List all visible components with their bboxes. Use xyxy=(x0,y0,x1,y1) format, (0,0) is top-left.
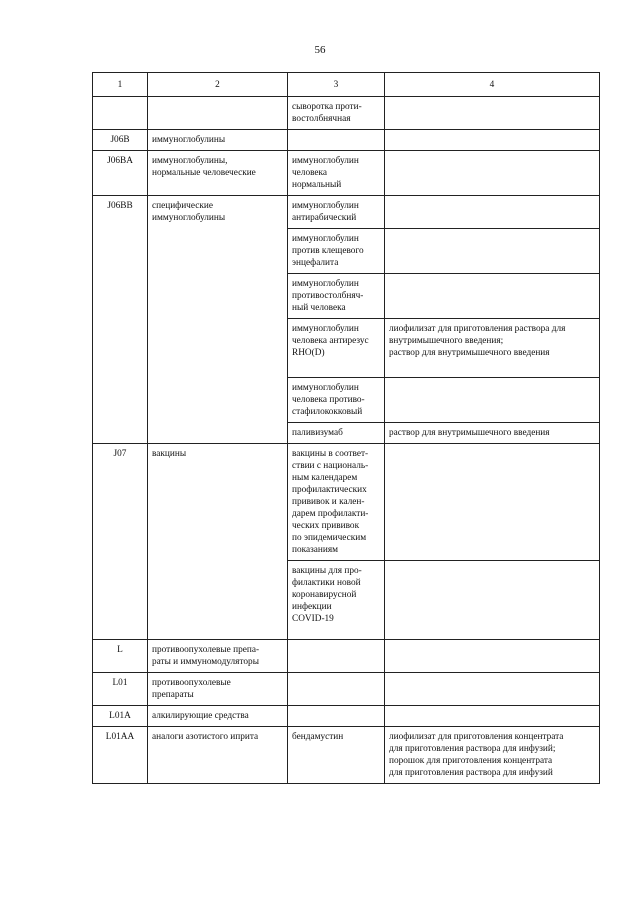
dosage-form-cell xyxy=(385,640,600,673)
header-cell: 1 xyxy=(93,73,148,97)
group-cell: противоопухолевые препараты xyxy=(148,673,288,706)
drug-cell: иммуноглобулин человека антирезус RHO(D) xyxy=(288,319,385,378)
drug-cell xyxy=(288,640,385,673)
table-row xyxy=(93,640,600,673)
atc-code-cell: J07 xyxy=(93,444,148,640)
drug-list-table xyxy=(92,72,600,784)
header-cell: 3 xyxy=(288,73,385,97)
atc-code-cell: L01AA xyxy=(93,727,148,784)
table-row xyxy=(93,196,600,229)
drug-cell xyxy=(288,130,385,151)
table-row xyxy=(93,706,600,727)
dosage-form-cell xyxy=(385,229,600,274)
dosage-form-cell xyxy=(385,378,600,423)
drug-cell xyxy=(288,706,385,727)
group-cell: аналоги азотистого иприта xyxy=(148,727,288,784)
dosage-form-cell xyxy=(385,561,600,640)
atc-code-cell: L01A xyxy=(93,706,148,727)
group-cell: иммуноглобулины, нормальные человеческие xyxy=(148,151,288,196)
table-row xyxy=(93,130,600,151)
header-cell: 4 xyxy=(385,73,600,97)
dosage-form-cell xyxy=(385,274,600,319)
table-row xyxy=(93,673,600,706)
atc-code-cell: J06BA xyxy=(93,151,148,196)
dosage-form-cell: раствор для внутримышечного введения xyxy=(385,423,600,444)
atc-code-cell: L01 xyxy=(93,673,148,706)
atc-code-cell xyxy=(93,97,148,130)
group-cell: алкилирующие средства xyxy=(148,706,288,727)
group-cell: вакцины xyxy=(148,444,288,640)
table-row xyxy=(93,97,600,130)
dosage-form-cell: лиофилизат для приготовления раствора для внутримышечного введения; раствор для внутримышечного введения xyxy=(385,319,600,378)
dosage-form-cell xyxy=(385,196,600,229)
drug-cell: иммуноглобулин противостолбняч- ный человека xyxy=(288,274,385,319)
group-cell: иммуноглобулины xyxy=(148,130,288,151)
drug-cell: иммуноглобулин антирабический xyxy=(288,196,385,229)
drug-cell: бендамустин xyxy=(288,727,385,784)
atc-code-cell: J06BB xyxy=(93,196,148,444)
drug-cell: паливизумаб xyxy=(288,423,385,444)
drug-cell xyxy=(288,673,385,706)
dosage-form-cell xyxy=(385,706,600,727)
dosage-form-cell: лиофилизат для приготовления концентрата для приготовления раствора для инфузий; порошок для приготовления концентрата для приготовления раствора для инфузий xyxy=(385,727,600,784)
atc-code-cell: J06B xyxy=(93,130,148,151)
drug-cell: иммуноглобулин человека противо- стафилококковый xyxy=(288,378,385,423)
group-cell xyxy=(148,97,288,130)
group-cell: противоопухолевые препа- раты и иммуномодуляторы xyxy=(148,640,288,673)
drug-cell: иммуноглобулин человека нормальный xyxy=(288,151,385,196)
atc-code-cell: L xyxy=(93,640,148,673)
group-cell: специфические иммуноглобулины xyxy=(148,196,288,444)
dosage-form-cell xyxy=(385,673,600,706)
table-header-row xyxy=(93,73,600,97)
drug-cell: вакцины в соответ- ствии с националь- ным календарем профилактических прививок и кален- дарем профилакти- ческих прививок по эпидемическим показаниям xyxy=(288,444,385,561)
table-row xyxy=(93,444,600,561)
dosage-form-cell xyxy=(385,130,600,151)
table-row xyxy=(93,727,600,784)
dosage-form-cell xyxy=(385,444,600,561)
dosage-form-cell xyxy=(385,97,600,130)
page-number: 56 xyxy=(314,44,326,56)
drug-cell: иммуноглобулин против клещевого энцефалита xyxy=(288,229,385,274)
dosage-form-cell xyxy=(385,151,600,196)
header-cell: 2 xyxy=(148,73,288,97)
drug-cell: вакцины для про- филактики новой коронавирусной инфекции COVID-19 xyxy=(288,561,385,640)
table-row xyxy=(93,151,600,196)
drug-cell: сыворотка проти- востолбнячная xyxy=(288,97,385,130)
